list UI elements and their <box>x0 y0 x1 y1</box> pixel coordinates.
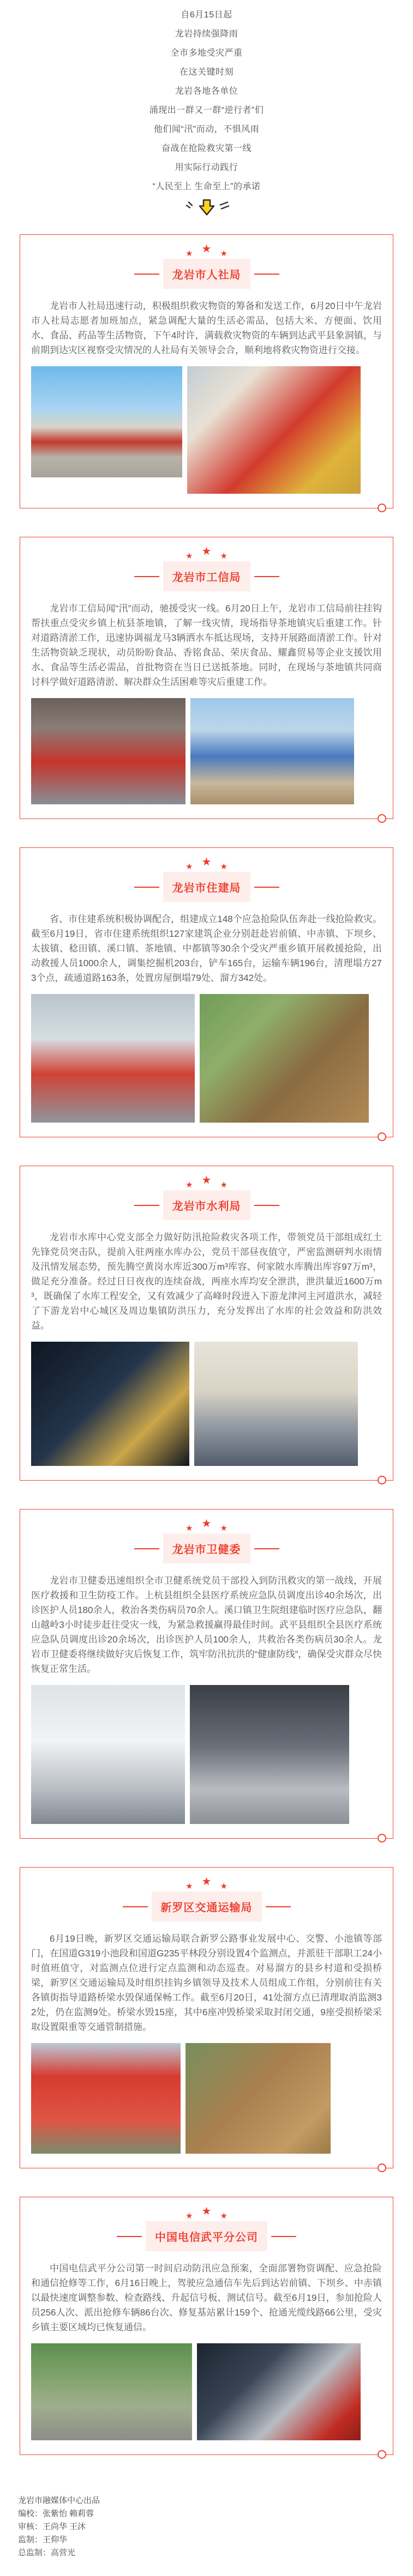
credit-produced-by: 龙岩市融媒体中心出品 <box>18 2496 100 2505</box>
title-line-right <box>271 2236 296 2237</box>
title-line-left <box>134 576 159 577</box>
photo-night-reservoir-patrol <box>31 1342 189 1466</box>
section-paragraph: 6月19日晚，新罗区交通运输局联合新罗公路事业发展中心、交警、小池镇等部门，在国道G319小池段和国道G235平林段分别设置4个监测点，并派驻干部职工24小时值班值守，对监测点位进行定点监测和动态巡查。对易溜方的县乡村道和受损桥梁，新罗区交通运输局及时组织挂钩乡镇领导及技术人员组成工作组，分别前往有关各镇街指导道路桥梁水毁保通保畅工作。截至6月20日，41处溜方点已清理取消监测32处，仍在监测9处。桥梁水毁15座，其中6座冲毁桥梁采取封闭交通，9座受损桥梁采取设置限重等交通管制措施。 <box>31 1933 382 2032</box>
photo-emergency-comms-van <box>197 2343 361 2440</box>
stars-decoration <box>20 1175 393 1189</box>
photo-row <box>20 2343 393 2440</box>
star-icon: ★ <box>220 249 228 258</box>
photo-monitoring-office <box>194 1342 358 1466</box>
credit-chief-supervisor: 总监制：高营光 <box>18 2548 76 2557</box>
photo-row <box>20 698 393 804</box>
title-line-left <box>134 1548 159 1549</box>
title-line-right <box>254 576 279 577</box>
stars-decoration <box>20 244 393 258</box>
star-icon: ★ <box>220 551 228 561</box>
title-line-right <box>254 887 279 888</box>
title-line-left <box>134 887 159 888</box>
star-icon: ★ <box>220 2211 228 2221</box>
intro-line: 奋战在抢险救灾第一线 <box>161 144 252 153</box>
star-icon: ★ <box>201 856 212 868</box>
corner-ring-decoration <box>378 1834 386 1842</box>
star-icon: ★ <box>185 1524 193 1533</box>
section-card-gongxinju <box>20 537 393 819</box>
section-card-renshiju <box>20 234 393 508</box>
intro-line: “人民至上 生命至上”的承诺 <box>152 182 261 191</box>
credit-supervisor: 监制：王仰华 <box>18 2535 68 2544</box>
title-line-left <box>134 1205 159 1206</box>
corner-ring-decoration <box>378 1476 386 1484</box>
star-icon: ★ <box>201 243 212 255</box>
photo-street-inspection <box>190 698 354 804</box>
corner-ring-decoration <box>378 2450 386 2459</box>
section-paragraph: 龙岩市人社局迅速行动，积极组织救灾物资的筹备和发送工作，6月20日中午龙岩市人社局志愿者加班加点，紧急调配大量的生活必需品，包括大米、方便面、饮用水、食品、药品等生活物资，下午4时许，满载救灾物资的车辆到达武平县象洞镇，与前期到达灾区视察受灾情况的人社局有关领导会合，顺利地将救灾物资进行交接。 <box>31 301 382 355</box>
section-card-weijianwei <box>20 1509 393 1839</box>
photo-monitoring-tent <box>31 2043 181 2154</box>
section-title: 龙岩市住建局 <box>163 872 250 902</box>
star-icon: ★ <box>201 1518 212 1530</box>
photo-satellite-repair-team <box>31 2343 192 2440</box>
intro-line: 涌现出一群又一群“逆行者”们 <box>149 106 264 115</box>
credits-footer <box>18 2496 413 2576</box>
photo-row <box>20 1685 393 1824</box>
title-line-right <box>254 1548 279 1549</box>
section-title: 龙岩市水利局 <box>163 1190 250 1220</box>
star-icon: ★ <box>201 545 212 557</box>
intro-line: 龙岩各地各单位 <box>175 87 238 96</box>
section-title-row <box>20 2221 393 2251</box>
photo-row <box>20 994 393 1123</box>
photo-road-landslide-survey <box>185 2043 331 2154</box>
star-icon: ★ <box>185 1882 193 1891</box>
title-line-left <box>117 2236 142 2237</box>
photo-row <box>20 1342 393 1466</box>
photo-row <box>20 2043 393 2154</box>
photo-landslide-excavator <box>200 994 369 1123</box>
star-icon: ★ <box>185 551 193 561</box>
star-icon: ★ <box>220 1882 228 1891</box>
corner-ring-decoration <box>378 814 386 823</box>
down-arrow-emoji <box>181 197 233 218</box>
photo-rescue-vehicles-street <box>31 994 195 1123</box>
section-paragraph: 省、市住建系统积极协调配合，组建成立148个应急抢险队伍奔赴一线抢险救灾。截至6月19日，省市住建系统组织127家建筑企业分别赶赴岩前镇、中赤镇、下坝乡、太拔镇、稔田镇、溪口镇、茶地镇、中都镇等30余个受灾严重乡镇开展救援抢险，出动救援人员1000余人，调集挖掘机203台，铲车165台，运输车辆196台，清理塌方273个点，疏通道路163条，处置房屋倒塌79处、溜方342处。 <box>31 914 382 983</box>
stars-decoration <box>20 857 393 871</box>
star-icon: ★ <box>185 862 193 871</box>
star-icon: ★ <box>220 862 228 871</box>
section-title: 龙岩市工信局 <box>163 561 250 591</box>
section-title-row <box>20 872 393 902</box>
section-paragraph: 龙岩市卫健委迅速组织全市卫健系统党员干部投入到防汛救灾的第一战线，开展医疗救援和卫生防疫工作。上杭县组织全县医疗系统应急队员调度出诊40余场次，出诊医护人员180余人，救治各类伤病员70余人。溪口镇卫生院组建临时医疗应急队，翻山越岭3小时徒步赶往受灾一线，为紧急救援赢得最佳时间。武平县组织全县医疗系统应急队员调度出诊20余场次，出诊医护人员100余人，共救治各类伤病员30余人。龙岩市卫健委将继续做好灾后恢复工作，筑牢防汛抗洪的“健康防线”，确保受灾群众尽快恢复正常生活。 <box>31 1575 382 1674</box>
star-icon: ★ <box>185 249 193 258</box>
title-line-right <box>254 274 279 275</box>
section-title: 新罗区交通运输局 <box>152 1892 262 1922</box>
section-title-row <box>20 259 393 289</box>
section-title: 龙岩市卫健委 <box>163 1534 250 1563</box>
photo-volunteers-group <box>31 366 182 477</box>
section-title: 中国电信武平分公司 <box>146 2221 267 2251</box>
section-card-shuiliju <box>20 1166 393 1481</box>
section-title-row <box>20 1892 393 1922</box>
credit-reviewers: 审核：王尚华 王沐 <box>18 2522 86 2531</box>
photo-medical-staff-wheelchair <box>31 1685 185 1824</box>
corner-ring-decoration <box>378 1132 386 1141</box>
title-line-right <box>266 1906 291 1907</box>
photo-unloading-supplies <box>187 366 361 494</box>
section-title: 龙岩市人社局 <box>163 259 250 289</box>
credit-editors: 编校：张紫怡 赖莉蓉 <box>18 2509 94 2518</box>
photo-hospital-ward-night <box>190 1685 349 1824</box>
star-icon: ★ <box>201 1174 212 1186</box>
stars-decoration <box>20 1876 393 1890</box>
title-line-right <box>254 1205 279 1206</box>
section-card-dianxin <box>20 2197 393 2455</box>
section-paragraph: 龙岩市水库中心党支部全力做好防汛抢险救灾各项工作，带领党员干部组成红土先锋党员突击队，提前入驻两座水库办公，党员干部昼夜值守，严密监测研判水雨情及汛情发展态势，预先腾空黄岗水库近300万m³库容、何家陂水库腾出库容97万m³，做足充分准备。经过日日夜夜的连续奋战，两座水库均安全泄洪，泄洪量近1600万m³，既确保了水库工程安全，又有效减少了高峰时段进入下游龙津河主河道洪水，减轻了下游龙岩中心城区及周边集镇防洪压力，充分发挥出了水库的社会效益和防洪效益。 <box>31 1232 382 1331</box>
intro-line: 全市多地受灾严重 <box>170 49 243 58</box>
star-icon: ★ <box>201 1876 212 1888</box>
star-icon: ★ <box>185 2211 193 2221</box>
intro-line: 用实际行动践行 <box>175 163 238 172</box>
stars-decoration <box>20 1518 393 1532</box>
intro-line: 龙岩持续强降雨 <box>175 29 238 39</box>
intro-line: 自6月15日起 <box>181 10 232 20</box>
section-card-zhujianju <box>20 847 393 1137</box>
star-icon: ★ <box>201 2205 212 2217</box>
section-title-row <box>20 561 393 591</box>
star-icon: ★ <box>220 1180 228 1190</box>
corner-ring-decoration <box>378 2163 386 2172</box>
star-icon: ★ <box>185 1180 193 1190</box>
stars-decoration <box>20 546 393 560</box>
section-title-row <box>20 1534 393 1563</box>
stars-decoration <box>20 2206 393 2220</box>
title-line-left <box>123 1906 148 1907</box>
corner-ring-decoration <box>378 504 386 512</box>
section-paragraph: 龙岩市工信局闻“汛”而动，驰援受灾一线。6月20日上午，龙岩市工信局前往挂钩帮扶重点受灾乡镇上杭县茶地镇，了解一线灾情，现场指导茶地镇灾后重建工作。针对道路清淤工作，迅速协调福龙马3辆洒水车抵达现场，支持开展路面清淤工作。针对生活物资缺乏现状，动员盼盼食品、香铭食品、荣庆食品、耀鑫贸易等企业支援饮用水、食品等生活必需品，首批物资在当日已送抵茶地。同时，在现场与茶地镇共同商讨科学做好道路清淤、解决群众生活困难等灾后重建工作。 <box>31 603 382 687</box>
intro-poem <box>0 0 413 220</box>
section-paragraph: 中国电信武平分公司第一时间启动防汛应急预案，全面部署物资调配、应急抢险和通信抢修等工作，6月16日晚上，驾驶应急通信车先后到达岩前镇、下坝乡、中赤镇以最快速度调整参数、检查路线、升起信号板、测试信号。截至6月19日，参加抢险人员256人次、派出抢修车辆86台次、修复基站累计159个、抢通光缆线路66公里，受灾乡镇主要区域均已恢复通信。 <box>31 2263 382 2332</box>
intro-line: 他们闻“汛”而动，不惧风雨 <box>153 125 260 134</box>
photo-supply-truck-banner <box>31 698 185 804</box>
title-line-left <box>134 274 159 275</box>
intro-line: 在这关键时刻 <box>179 68 234 77</box>
photo-row <box>20 366 393 494</box>
emoji-row <box>0 197 413 220</box>
section-title-row <box>20 1190 393 1220</box>
star-icon: ★ <box>220 1524 228 1533</box>
section-card-jiaotongju <box>20 1867 393 2168</box>
